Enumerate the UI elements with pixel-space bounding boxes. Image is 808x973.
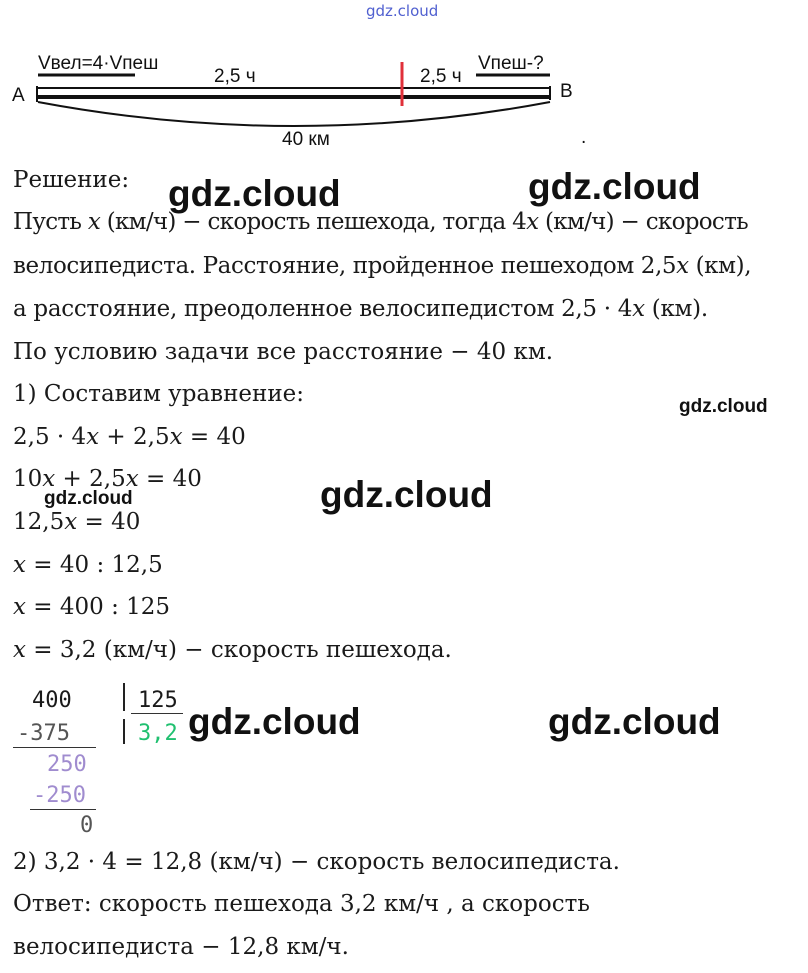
- watermark-6: gdz.cloud: [188, 701, 361, 742]
- point-a-label: A: [12, 85, 25, 106]
- text-line-4: По условию задачи все расстояние − 40 км.: [13, 339, 554, 365]
- distance-brace: [38, 102, 550, 126]
- text-line-5: 1) Составим уравнение:: [13, 381, 305, 407]
- division-subtract-1: -375: [17, 721, 70, 746]
- division-bar-top: [123, 683, 125, 711]
- equation-3: 12,5𝑥 = 40: [13, 509, 141, 535]
- watermark-5: gdz.cloud: [320, 474, 493, 515]
- division-divisor: 125: [138, 688, 178, 713]
- division-subtract-2: -250: [33, 783, 86, 808]
- equation-1: 2,5 · 4𝑥 + 2,5𝑥 = 40: [13, 424, 246, 450]
- point-b-label: B: [560, 81, 573, 102]
- time-left-label: 2,5 ч: [214, 66, 256, 87]
- top-watermark: gdz.cloud: [366, 2, 439, 20]
- division-divisor-rule: [131, 713, 183, 714]
- answer-line-2: велосипедиста − 12,8 км/ч.: [13, 934, 349, 960]
- solution-heading: Решение:: [13, 167, 130, 193]
- division-dividend: 400: [32, 688, 72, 713]
- stray-dot: .: [581, 127, 587, 148]
- division-rule-1: [13, 747, 96, 748]
- answer-line-1: Ответ: скорость пешехода 3,2 км/ч , а скорость: [13, 891, 590, 917]
- watermark-4: gdz.cloud: [44, 488, 133, 509]
- motion-diagram: [0, 0, 808, 160]
- text-line-1: Пусть 𝑥 (км/ч) − скорость пешехода, тогда 4𝑥 (км/ч) − скорость: [13, 209, 748, 235]
- division-rule-2: [30, 809, 96, 810]
- text-line-3: а расстояние, преодоленное велосипедистом 2,5 · 4𝑥 (км).: [13, 296, 708, 322]
- division-result: 0: [80, 813, 94, 838]
- equation-2: 10𝑥 + 2,5𝑥 = 40: [13, 466, 202, 492]
- time-right-label: 2,5 ч: [420, 66, 462, 87]
- distance-label: 40 км: [282, 129, 330, 150]
- equation-5: 𝑥 = 400 : 125: [13, 594, 171, 620]
- watermark-2: gdz.cloud: [528, 166, 701, 207]
- watermark-3: gdz.cloud: [679, 396, 768, 417]
- watermark-1: gdz.cloud: [168, 173, 341, 214]
- equation-result: 𝑥 = 3,2 (км/ч) − скорость пешехода.: [13, 637, 452, 663]
- equation-4: 𝑥 = 40 : 12,5: [13, 552, 163, 578]
- text-line-step-2: 2) 3,2 · 4 = 12,8 (км/ч) − скорость велосипедиста.: [13, 849, 620, 875]
- division-quotient: 3,2: [138, 721, 178, 746]
- walk-speed-label: Vпеш-?: [478, 53, 544, 74]
- division-bar-bottom: [123, 719, 125, 744]
- bike-speed-label: Vвел=4·Vпеш: [38, 53, 159, 74]
- division-remainder-1: 250: [47, 752, 87, 777]
- watermark-7: gdz.cloud: [548, 701, 721, 742]
- text-line-2: велосипедиста. Расстояние, пройденное пешеходом 2,5𝑥 (км),: [13, 253, 752, 279]
